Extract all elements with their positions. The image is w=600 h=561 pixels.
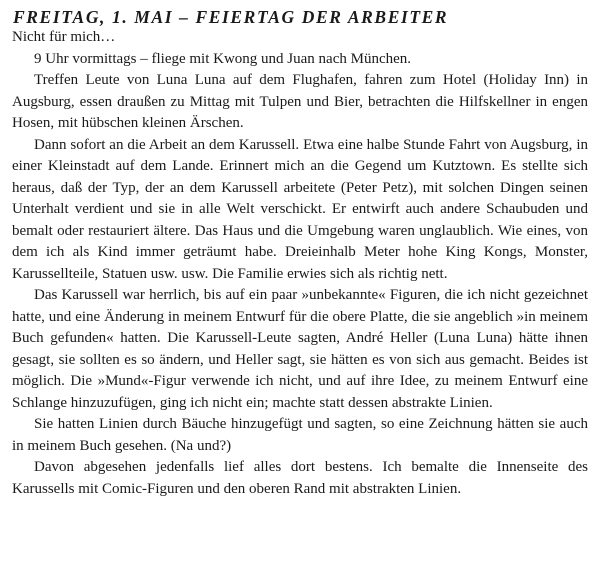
paragraph-opening: Nicht für mich… [12, 29, 116, 45]
paragraph-flight: 9 Uhr vormittags – fliege mit Kwong und Juan nach München. [34, 50, 412, 67]
paragraph-carousel-figures: Das Karussell war herrlich, bis auf ein paar »unbekannte« Figuren, die ich nicht gezeichnet hatte, und eine Änderung in meinem Entwurf für die obere Platte, die sie angeblich »in meinem Buch gefunden« hatten. Die Karussell-Leute sagten, André Heller (Luna Luna) hätte ihnen gesagt, sie sollten es so ändern, und Heller sagt, sie hätten es von sich aus gemacht. Beides ist möglich. Die »Mund«-Figur verwende ich nicht, und auf ihre Idee, zu meinem Entwurf eine Schlange hinzuzufügen, ging ich nicht ein; machte statt dessen abstrakte Linien. [12, 287, 588, 411]
paragraph-lines: Sie hatten Linien durch Bäuche hinzugefügt und sagten, so eine Zeichnung hätten sie auch in meinem Buch gesehen. (Na und?) [12, 416, 588, 454]
paragraph-conclusion: Davon abgesehen jedenfalls lief alles dort bestens. Ich bemalte die Innenseite des Karussells mit Comic-Figuren und den oberen Rand mit abstrakten Linien. [12, 459, 588, 497]
paragraph-airport: Treffen Leute von Luna Luna auf dem Flughafen, fahren zum Hotel (Holiday Inn) in Augsburg, essen draußen zu Mittag mit Tulpen und Bier, betrachten die Hilfskellner in engen Hosen, mit hübschen kleinen Ärschen. [12, 72, 588, 131]
entry-heading: FREITAG, 1. MAI – FEIERTAG DER ARBEITER [13, 7, 449, 27]
paragraph-carousel-work: Dann sofort an die Arbeit an dem Karussell. Etwa eine halbe Stunde Fahrt von Augsburg, in einer Kleinstadt auf dem Lande. Erinnert mich an die Gegend um Kutztown. Es stellte sich heraus, daß der Typ, der an dem Karussell arbeitete (Peter Petz), mit solchen Dingen seinen Unterhalt verdient und sie in alle Welt verschickt. Er entwirft auch andere Schaubuden und bemalt oder restauriert ältere. Das Haus und die Umgebung waren unglaublich. Wie eines, von dem ich als Kind immer geträumt habe. Dreieinhalb Meter hohe King Kongs, Monster, Karussellteile, Statuen usw. usw. Die Familie erwies sich als richtig nett. [12, 136, 588, 282]
diary-page [12, 7, 588, 500]
